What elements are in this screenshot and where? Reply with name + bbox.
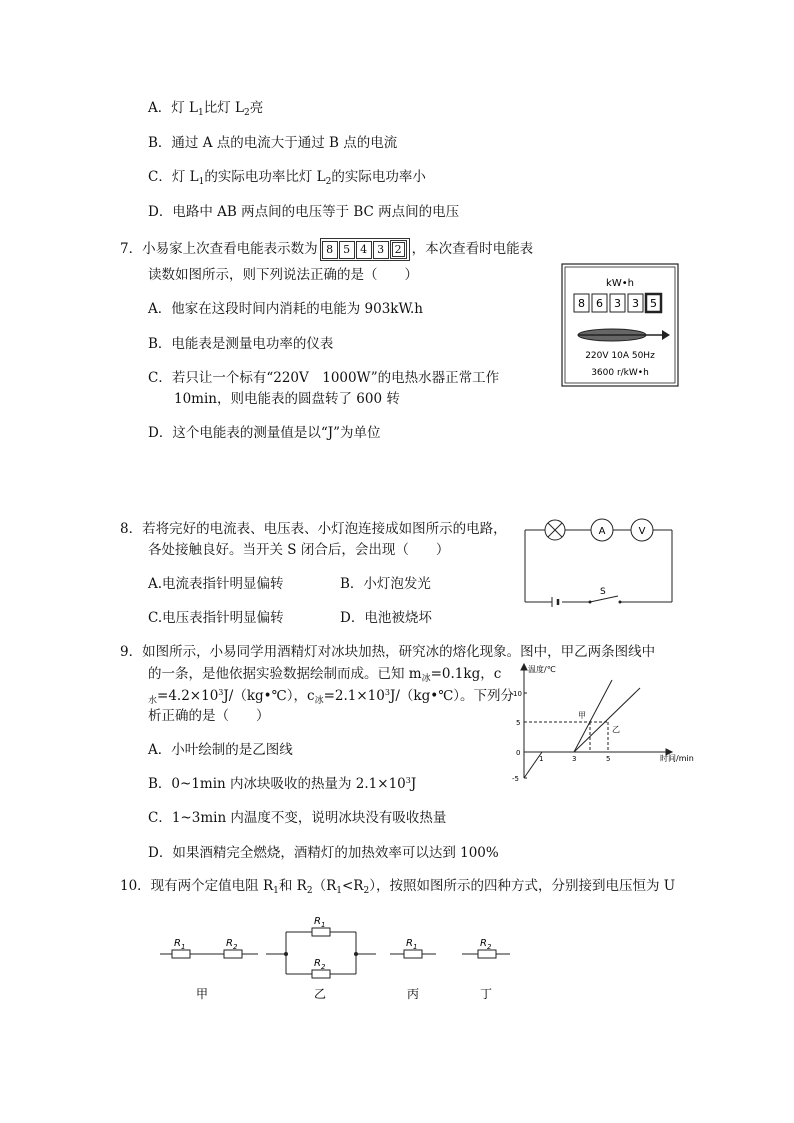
ammeter-symbol: [591, 519, 613, 541]
q8-option-b: B．小灯泡发光: [340, 576, 431, 592]
q7-option-a: A．他家在这段时间内消耗的电能为 903kW.h: [148, 301, 423, 317]
battery-symbol: [552, 597, 558, 607]
energy-meter-figure: [560, 262, 680, 388]
q8-stem: 8．若将完好的电流表、电压表、小灯泡连接成如图所示的电路，: [120, 521, 507, 537]
q8-option-c: C.电压表指针明显偏转: [148, 610, 284, 626]
svg-text:3: 3: [614, 297, 621, 310]
q9-stem-line2: 的一条，是他依据实验数据绘制而成。已知 $m_冰=0.1kg$，c: [148, 666, 502, 684]
q9-temperature-graph: [508, 660, 704, 790]
svg-text:6: 6: [596, 297, 603, 310]
q9-stem: 9．如图所示，小易同学用酒精灯对冰块加热，研究冰的熔化现象。图中，甲乙两条图线中: [120, 644, 656, 660]
svg-text:R2: $R_2$: [314, 958, 326, 971]
svg-text:R1: $R_1$: [314, 916, 326, 929]
svg-text:8: 8: [578, 297, 585, 310]
graph-y-label: 温度/℃: [528, 665, 556, 674]
meter-rate: 3600 r/kW•h: [591, 368, 649, 378]
svg-text:5: 5: [650, 297, 657, 310]
q8-stem-line2: 各处接触良好。当开关 S 闭合后，会出现（ ）: [148, 542, 450, 558]
label-ding: 丁: [479, 987, 493, 1001]
svg-text:3: 3: [632, 297, 639, 310]
config-ding-r2: [462, 950, 510, 958]
lamp-symbol: [545, 520, 565, 540]
q8-option-d: D．电池被烧坏: [340, 610, 432, 626]
q8-circuit-diagram: [520, 514, 680, 608]
q9-option-d: D．如果酒精完全燃烧，酒精灯的加热效率可以达到 100%: [148, 845, 499, 861]
svg-text:A: A: [598, 526, 606, 537]
svg-text:1: 1: [539, 755, 544, 763]
q7-option-d: D．这个电能表的测量值是以“J”为单位: [148, 425, 381, 441]
label-bing: 丙: [406, 987, 420, 1001]
q6-option-d: D．电路中 AB 两点间的电压等于 BC 两点间的电压: [148, 204, 460, 220]
svg-text:S: S: [600, 587, 606, 597]
svg-text:R1: $R_1$: [174, 938, 186, 951]
config-jia-series: [160, 950, 258, 958]
q9-option-b: B．0~1min 内冰块吸收的热量为 $2.1\times 10^3J$: [148, 776, 417, 792]
q7-stem-line2: 读数如图所示，则下列说法正确的是（ ）: [148, 267, 418, 283]
svg-text:10: 10: [513, 690, 522, 698]
meter-spec: 220V 10A 50Hz: [585, 351, 655, 361]
svg-text:0: 0: [516, 749, 521, 757]
svg-text:V: V: [638, 526, 646, 537]
q9-option-c: C．1~3min 内温度不变，说明冰块没有吸收热量: [148, 810, 447, 826]
svg-text:R2: $R_2$: [480, 938, 492, 951]
graph-line-jia-label: 甲: [578, 711, 586, 720]
switch-symbol: [589, 587, 622, 604]
q8-option-a: A.电流表指针明显偏转: [148, 576, 284, 592]
svg-text:R2: $R_2$: [226, 938, 238, 951]
label-yi: 乙: [313, 987, 327, 1001]
svg-text:-5: -5: [512, 775, 519, 783]
q9-stem-line3: $_水=4.2\times 10^3J/(kg•℃)$，$c_冰=2.1\times 10^3J/(kg•℃)$。下列分: [148, 688, 515, 706]
q7-previous-meter-reading: 8 5 4 3 2: [320, 238, 410, 261]
q7-option-c-cont: 10min，则电能表的圆盘转了 600 转: [174, 391, 400, 407]
graph-line-yi-label: 乙: [612, 725, 620, 734]
q9-stem-line4: 析正确的是（ ）: [148, 708, 270, 724]
svg-text:5: 5: [606, 755, 611, 763]
q6-option-c: C．灯 $L_1$的实际电功率比灯 $L_2$的实际电功率小: [148, 169, 426, 187]
q9-option-a: A．小叶绘制的是乙图线: [148, 742, 293, 758]
meter-unit: kW•h: [606, 278, 634, 289]
voltmeter-symbol: [631, 519, 653, 541]
config-bing-r1: [390, 950, 436, 958]
q10-stem: 10．现有两个定值电阻 $R_1$和 $R_2(R_1<R_2)$，按照如图所示的四种方式，分别接到电压恒为 U: [120, 878, 676, 896]
svg-text:3: 3: [572, 755, 577, 763]
svg-text:5: 5: [516, 719, 521, 727]
q7-option-c: C．若只让一个标有“220V 1000W”的电热水器正常工作: [148, 370, 500, 386]
label-jia: 甲: [195, 987, 209, 1001]
q7-stem: 7．小易家上次查看电能表示数为 8 5 4 3 2 ，本次查看时电能表: [120, 237, 533, 261]
q7-option-b: B．电能表是测量电功率的仪表: [148, 336, 334, 352]
q6-option-a: A．灯 $L_1$比灯 $L_2$亮: [148, 100, 264, 118]
q10-resistor-diagrams: [150, 910, 530, 1010]
svg-text:R1: $R_1$: [406, 938, 418, 951]
q6-option-b: B．通过 A 点的电流大于通过 B 点的电流: [148, 135, 398, 151]
graph-x-label: 时间/min: [660, 754, 694, 763]
